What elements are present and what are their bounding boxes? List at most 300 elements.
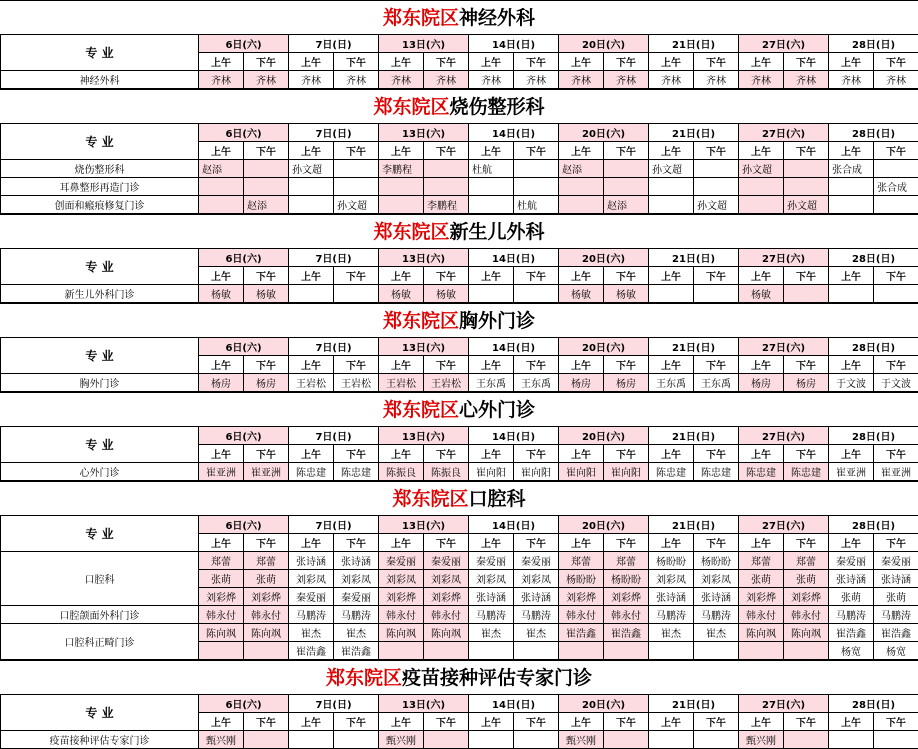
doctor-cell <box>604 642 649 660</box>
pm-header: 下午 <box>424 713 469 731</box>
section-title <box>0 214 918 248</box>
doctor-cell: 杨敏 <box>244 285 289 303</box>
am-header: 上午 <box>289 267 334 285</box>
doctor-cell: 张诗涵 <box>469 588 514 606</box>
doctor-cell: 崔亚洲 <box>244 463 289 481</box>
date-header: 20日(六) <box>559 35 649 53</box>
date-header: 20日(六) <box>559 516 649 534</box>
am-header: 上午 <box>739 534 784 552</box>
doctor-cell: 崔浩鑫 <box>874 624 918 642</box>
date-header: 14日(日) <box>469 124 559 142</box>
doctor-cell: 孙文超 <box>784 196 829 214</box>
doctor-cell: 秦爱丽 <box>874 552 918 570</box>
am-header: 上午 <box>199 713 244 731</box>
doctor-cell: 孙文超 <box>694 196 739 214</box>
am-header: 上午 <box>559 713 604 731</box>
date-header: 14日(日) <box>469 516 559 534</box>
table-row <box>1 463 918 481</box>
schedule-table <box>0 123 918 214</box>
doctor-cell: 崔浩鑫 <box>289 642 334 660</box>
doctor-cell: 于文波 <box>874 374 918 392</box>
doctor-cell: 杨房 <box>604 374 649 392</box>
doctor-cell <box>469 642 514 660</box>
date-header: 6日(六) <box>199 124 289 142</box>
date-header: 28日(日) <box>829 35 918 53</box>
doctor-cell <box>829 731 874 749</box>
doctor-cell: 刘彩凤 <box>649 570 694 588</box>
am-header: 上午 <box>649 356 694 374</box>
department-name: 烧伤整形科 <box>450 96 545 118</box>
doctor-cell: 齐林 <box>289 71 334 89</box>
am-header: 上午 <box>559 267 604 285</box>
pm-header: 下午 <box>424 534 469 552</box>
pm-header: 下午 <box>604 713 649 731</box>
schedule-table <box>0 694 918 749</box>
campus-name: 郑东院区 <box>373 221 449 243</box>
doctor-cell: 赵添 <box>199 160 244 178</box>
doctor-cell <box>424 642 469 660</box>
date-header: 6日(六) <box>199 338 289 356</box>
pm-header: 下午 <box>514 142 559 160</box>
am-header: 上午 <box>829 267 874 285</box>
doctor-cell: 秦爱丽 <box>379 552 424 570</box>
doctor-cell: 秦爱丽 <box>514 552 559 570</box>
doctor-cell: 马鹏涛 <box>694 606 739 624</box>
doctor-cell: 陈振良 <box>424 463 469 481</box>
doctor-cell <box>334 160 379 178</box>
specialty-name: 耳鼻整形再造门诊 <box>1 178 199 196</box>
doctor-cell <box>469 178 514 196</box>
doctor-cell: 杨敏 <box>604 285 649 303</box>
am-header: 上午 <box>829 713 874 731</box>
am-header: 上午 <box>469 713 514 731</box>
am-header: 上午 <box>469 356 514 374</box>
doctor-cell <box>874 196 918 214</box>
doctor-cell: 刘彩烨 <box>244 588 289 606</box>
doctor-cell: 马鹏涛 <box>649 606 694 624</box>
pm-header: 下午 <box>694 267 739 285</box>
doctor-cell: 刘彩凤 <box>469 570 514 588</box>
doctor-cell: 郑蕾 <box>784 552 829 570</box>
am-header: 上午 <box>199 142 244 160</box>
date-header: 20日(六) <box>559 124 649 142</box>
table-row <box>1 71 918 89</box>
am-header: 上午 <box>199 534 244 552</box>
doctor-cell: 陈向飒 <box>199 624 244 642</box>
date-header: 13日(六) <box>379 124 469 142</box>
am-header: 上午 <box>379 53 424 71</box>
doctor-cell: 崔杰 <box>334 624 379 642</box>
doctor-cell: 陈振良 <box>379 463 424 481</box>
am-header: 上午 <box>469 445 514 463</box>
doctor-cell <box>379 642 424 660</box>
doctor-cell: 刘彩烨 <box>199 588 244 606</box>
department-name: 新生儿外科 <box>450 221 545 243</box>
date-header: 7日(日) <box>289 35 379 53</box>
am-header: 上午 <box>649 267 694 285</box>
doctor-cell: 张诗涵 <box>829 570 874 588</box>
major-header: 专 业 <box>1 427 199 463</box>
schedule-table <box>0 337 918 392</box>
doctor-cell: 王东禹 <box>649 374 694 392</box>
doctor-cell: 甄兴刚 <box>559 731 604 749</box>
am-header: 上午 <box>379 445 424 463</box>
doctor-cell: 刘彩烨 <box>379 588 424 606</box>
doctor-cell: 崔杰 <box>469 624 514 642</box>
am-header: 上午 <box>469 53 514 71</box>
doctor-cell: 马鹏涛 <box>829 606 874 624</box>
doctor-cell: 齐林 <box>649 71 694 89</box>
doctor-cell: 刘彩凤 <box>694 570 739 588</box>
doctor-cell: 陈向飒 <box>739 624 784 642</box>
date-header: 6日(六) <box>199 35 289 53</box>
doctor-cell <box>289 178 334 196</box>
date-header: 13日(六) <box>379 427 469 445</box>
doctor-cell: 齐林 <box>874 71 918 89</box>
am-header: 上午 <box>559 53 604 71</box>
doctor-cell: 韩永付 <box>199 606 244 624</box>
am-header: 上午 <box>739 53 784 71</box>
doctor-cell: 陈忠建 <box>739 463 784 481</box>
table-row <box>1 160 918 178</box>
doctor-cell: 赵添 <box>559 160 604 178</box>
doctor-cell: 杜航 <box>514 196 559 214</box>
am-header: 上午 <box>829 445 874 463</box>
doctor-cell: 崔浩鑫 <box>604 624 649 642</box>
doctor-cell: 张萌 <box>874 588 918 606</box>
doctor-cell <box>829 285 874 303</box>
doctor-cell <box>199 178 244 196</box>
doctor-cell <box>874 160 918 178</box>
doctor-cell: 齐林 <box>334 71 379 89</box>
doctor-cell: 刘彩凤 <box>334 570 379 588</box>
am-header: 上午 <box>559 356 604 374</box>
table-row <box>1 178 918 196</box>
schedule-table <box>0 34 918 89</box>
campus-name: 郑东院区 <box>373 96 449 118</box>
department-name: 神经外科 <box>459 7 535 29</box>
pm-header: 下午 <box>874 53 918 71</box>
pm-header: 下午 <box>784 142 829 160</box>
doctor-cell: 张诗涵 <box>514 588 559 606</box>
date-header: 21日(日) <box>649 427 739 445</box>
pm-header: 下午 <box>784 713 829 731</box>
am-header: 上午 <box>649 142 694 160</box>
doctor-cell: 杨房 <box>199 374 244 392</box>
date-header: 7日(日) <box>289 695 379 713</box>
date-header: 27日(六) <box>739 124 829 142</box>
date-header: 28日(日) <box>829 338 918 356</box>
pm-header: 下午 <box>424 142 469 160</box>
doctor-cell: 陈忠建 <box>649 463 694 481</box>
am-header: 上午 <box>199 356 244 374</box>
pm-header: 下午 <box>334 356 379 374</box>
date-header: 13日(六) <box>379 35 469 53</box>
doctor-cell: 崔向阳 <box>514 463 559 481</box>
pm-header: 下午 <box>874 713 918 731</box>
doctor-cell: 秦爱丽 <box>424 552 469 570</box>
doctor-cell: 甄兴刚 <box>379 731 424 749</box>
pm-header: 下午 <box>424 356 469 374</box>
doctor-cell: 刘彩烨 <box>559 588 604 606</box>
doctor-cell: 崔杰 <box>289 624 334 642</box>
doctor-cell <box>559 178 604 196</box>
date-header: 27日(六) <box>739 695 829 713</box>
doctor-cell: 陈忠建 <box>334 463 379 481</box>
pm-header: 下午 <box>334 53 379 71</box>
campus-name: 郑东院区 <box>383 399 459 421</box>
specialty-name: 创面和瘢痕修复门诊 <box>1 196 199 214</box>
doctor-cell: 于文波 <box>829 374 874 392</box>
major-header: 专 业 <box>1 249 199 285</box>
doctor-cell: 杨宽 <box>874 642 918 660</box>
doctor-cell: 崔向阳 <box>469 463 514 481</box>
doctor-cell: 崔向阳 <box>559 463 604 481</box>
am-header: 上午 <box>289 713 334 731</box>
date-header: 28日(日) <box>829 427 918 445</box>
doctor-cell: 孙文超 <box>739 160 784 178</box>
doctor-cell: 郑蕾 <box>244 552 289 570</box>
doctor-cell: 陈忠建 <box>694 463 739 481</box>
doctor-cell <box>379 178 424 196</box>
pm-header: 下午 <box>244 534 289 552</box>
doctor-cell: 张诗涵 <box>289 552 334 570</box>
doctor-cell: 张诗涵 <box>874 570 918 588</box>
am-header: 上午 <box>649 445 694 463</box>
doctor-cell: 王东禹 <box>694 374 739 392</box>
doctor-cell: 甄兴刚 <box>199 731 244 749</box>
doctor-cell <box>334 178 379 196</box>
doctor-cell: 王岩松 <box>289 374 334 392</box>
doctor-cell <box>829 178 874 196</box>
doctor-cell: 陈忠建 <box>784 463 829 481</box>
doctor-cell: 齐林 <box>559 71 604 89</box>
date-header: 20日(六) <box>559 338 649 356</box>
pm-header: 下午 <box>784 534 829 552</box>
doctor-cell: 杨敏 <box>424 285 469 303</box>
doctor-cell: 陈向飒 <box>784 624 829 642</box>
doctor-cell: 张合成 <box>829 160 874 178</box>
campus-name: 郑东院区 <box>383 310 459 332</box>
doctor-cell <box>784 178 829 196</box>
am-header: 上午 <box>469 534 514 552</box>
doctor-cell: 刘彩凤 <box>514 570 559 588</box>
doctor-cell: 杨房 <box>244 374 289 392</box>
date-header: 13日(六) <box>379 695 469 713</box>
date-header: 27日(六) <box>739 35 829 53</box>
doctor-cell: 杨房 <box>739 374 784 392</box>
doctor-cell: 王岩松 <box>334 374 379 392</box>
doctor-cell <box>199 196 244 214</box>
date-header: 28日(日) <box>829 695 918 713</box>
table-row <box>1 552 918 570</box>
doctor-cell <box>469 285 514 303</box>
department-name: 口腔科 <box>469 488 526 510</box>
doctor-cell <box>334 285 379 303</box>
date-header: 27日(六) <box>739 427 829 445</box>
doctor-cell: 王东禹 <box>469 374 514 392</box>
pm-header: 下午 <box>244 267 289 285</box>
doctor-cell: 刘彩烨 <box>739 588 784 606</box>
pm-header: 下午 <box>334 713 379 731</box>
specialty-name: 疫苗接种评估专家门诊 <box>1 731 199 749</box>
pm-header: 下午 <box>784 445 829 463</box>
doctor-cell: 杨盼盼 <box>694 552 739 570</box>
doctor-cell <box>469 731 514 749</box>
doctor-cell <box>694 160 739 178</box>
specialty-name: 新生儿外科门诊 <box>1 285 199 303</box>
doctor-cell: 崔杰 <box>694 624 739 642</box>
am-header: 上午 <box>379 267 424 285</box>
doctor-cell <box>244 160 289 178</box>
doctor-cell: 孙文超 <box>289 160 334 178</box>
pm-header: 下午 <box>514 267 559 285</box>
date-header: 28日(日) <box>829 249 918 267</box>
doctor-cell: 韩永付 <box>784 606 829 624</box>
date-header: 7日(日) <box>289 516 379 534</box>
am-header: 上午 <box>649 53 694 71</box>
pm-header: 下午 <box>514 445 559 463</box>
specialty-name: 心外门诊 <box>1 463 199 481</box>
pm-header: 下午 <box>334 445 379 463</box>
am-header: 上午 <box>199 267 244 285</box>
date-header: 21日(日) <box>649 124 739 142</box>
doctor-cell: 张萌 <box>244 570 289 588</box>
am-header: 上午 <box>379 713 424 731</box>
pm-header: 下午 <box>694 142 739 160</box>
doctor-cell: 杨宽 <box>829 642 874 660</box>
date-header: 6日(六) <box>199 695 289 713</box>
am-header: 上午 <box>739 445 784 463</box>
am-header: 上午 <box>289 356 334 374</box>
doctor-cell: 甄兴刚 <box>739 731 784 749</box>
doctor-cell: 赵添 <box>244 196 289 214</box>
doctor-cell: 杨敏 <box>559 285 604 303</box>
doctor-cell <box>784 160 829 178</box>
doctor-cell: 韩永付 <box>739 606 784 624</box>
section-title <box>0 481 918 515</box>
campus-name: 郑东院区 <box>392 488 468 510</box>
section-title <box>0 660 918 694</box>
pm-header: 下午 <box>604 142 649 160</box>
date-header: 14日(日) <box>469 695 559 713</box>
doctor-cell <box>424 731 469 749</box>
doctor-cell: 韩永付 <box>379 606 424 624</box>
doctor-cell <box>514 731 559 749</box>
pm-header: 下午 <box>244 142 289 160</box>
date-header: 6日(六) <box>199 427 289 445</box>
am-header: 上午 <box>649 713 694 731</box>
doctor-cell: 韩永付 <box>424 606 469 624</box>
date-header: 28日(日) <box>829 516 918 534</box>
date-header: 21日(日) <box>649 516 739 534</box>
doctor-cell: 郑蕾 <box>199 552 244 570</box>
am-header: 上午 <box>829 142 874 160</box>
doctor-cell: 杜航 <box>469 160 514 178</box>
doctor-cell: 张萌 <box>784 570 829 588</box>
pm-header: 下午 <box>334 142 379 160</box>
major-header: 专 业 <box>1 695 199 731</box>
doctor-cell: 王东禹 <box>514 374 559 392</box>
doctor-cell: 杨盼盼 <box>559 570 604 588</box>
doctor-cell: 赵添 <box>604 196 649 214</box>
doctor-cell: 刘彩凤 <box>424 570 469 588</box>
section-title <box>0 303 918 337</box>
pm-header: 下午 <box>244 445 289 463</box>
am-header: 上午 <box>739 713 784 731</box>
am-header: 上午 <box>649 534 694 552</box>
pm-header: 下午 <box>514 534 559 552</box>
doctor-cell <box>199 642 244 660</box>
doctor-cell <box>289 731 334 749</box>
specialty-name: 口腔科正畸门诊 <box>1 624 199 660</box>
pm-header: 下午 <box>874 267 918 285</box>
am-header: 上午 <box>829 356 874 374</box>
pm-header: 下午 <box>244 356 289 374</box>
pm-header: 下午 <box>514 53 559 71</box>
specialty-name: 烧伤整形科 <box>1 160 199 178</box>
doctor-cell: 齐林 <box>739 71 784 89</box>
doctor-cell: 崔亚洲 <box>874 463 918 481</box>
date-header: 21日(日) <box>649 35 739 53</box>
table-row <box>1 374 918 392</box>
doctor-cell: 齐林 <box>424 71 469 89</box>
doctor-cell: 马鹏涛 <box>874 606 918 624</box>
doctor-cell <box>739 178 784 196</box>
doctor-cell: 马鹏涛 <box>469 606 514 624</box>
doctor-cell: 崔杰 <box>514 624 559 642</box>
doctor-cell <box>874 285 918 303</box>
doctor-cell <box>604 178 649 196</box>
pm-header: 下午 <box>874 142 918 160</box>
doctor-cell <box>649 731 694 749</box>
doctor-cell: 崔杰 <box>649 624 694 642</box>
doctor-cell: 王岩松 <box>424 374 469 392</box>
date-header: 13日(六) <box>379 338 469 356</box>
doctor-cell <box>829 196 874 214</box>
am-header: 上午 <box>379 534 424 552</box>
doctor-cell: 秦爱丽 <box>334 588 379 606</box>
doctor-cell: 王岩松 <box>379 374 424 392</box>
doctor-cell: 刘彩凤 <box>379 570 424 588</box>
major-header: 专 业 <box>1 124 199 160</box>
doctor-cell <box>514 160 559 178</box>
specialty-name: 胸外门诊 <box>1 374 199 392</box>
pm-header: 下午 <box>694 356 739 374</box>
date-header: 21日(日) <box>649 249 739 267</box>
doctor-cell <box>649 196 694 214</box>
doctor-cell <box>694 178 739 196</box>
doctor-cell: 刘彩烨 <box>784 588 829 606</box>
date-header: 6日(六) <box>199 249 289 267</box>
pm-header: 下午 <box>514 356 559 374</box>
department-name: 心外门诊 <box>459 399 535 421</box>
doctor-cell <box>289 285 334 303</box>
doctor-cell <box>424 160 469 178</box>
date-header: 14日(日) <box>469 338 559 356</box>
doctor-cell: 杨房 <box>559 374 604 392</box>
date-header: 27日(六) <box>739 338 829 356</box>
doctor-cell: 齐林 <box>784 71 829 89</box>
doctor-cell: 崔亚洲 <box>829 463 874 481</box>
specialty-name: 神经外科 <box>1 71 199 89</box>
doctor-cell: 孙文超 <box>334 196 379 214</box>
am-header: 上午 <box>739 267 784 285</box>
date-header: 13日(六) <box>379 516 469 534</box>
doctor-cell: 齐林 <box>379 71 424 89</box>
pm-header: 下午 <box>514 713 559 731</box>
doctor-cell: 张萌 <box>739 570 784 588</box>
